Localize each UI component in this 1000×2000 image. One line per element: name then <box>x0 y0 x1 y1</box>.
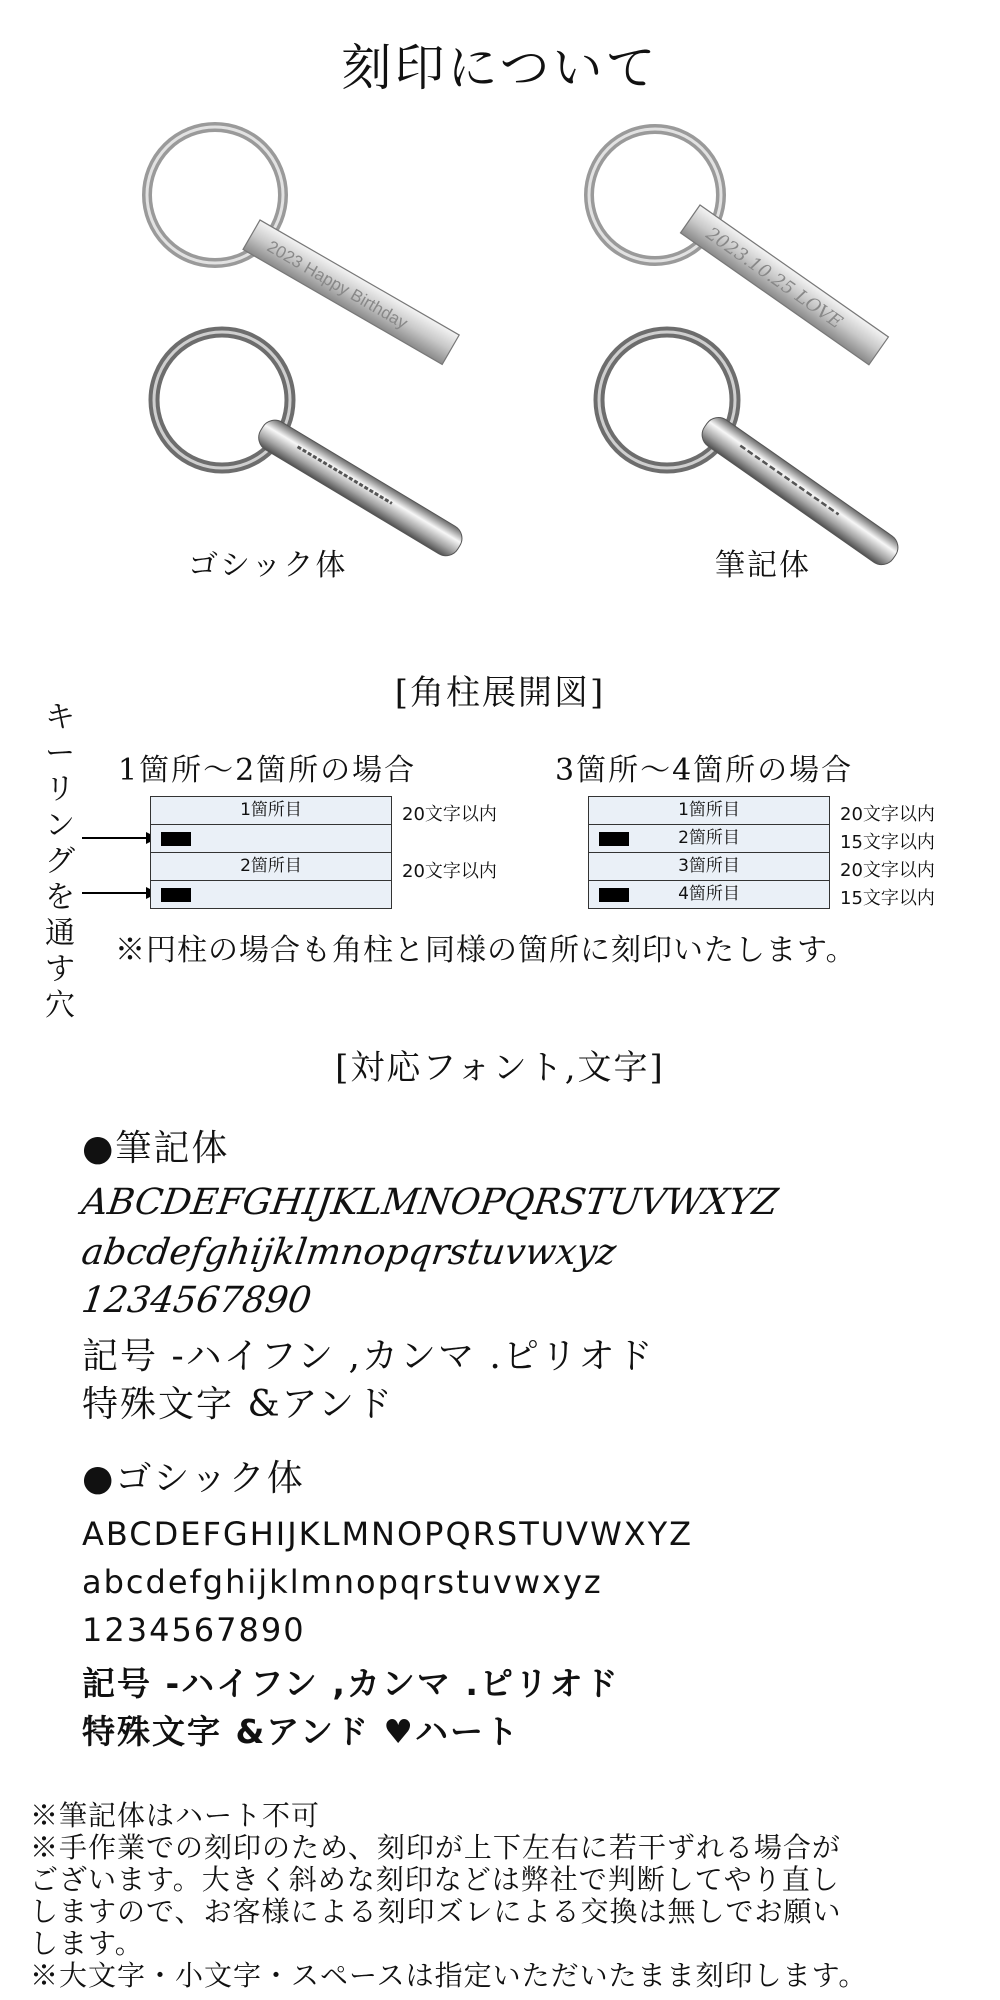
keyring-hole <box>599 832 629 846</box>
note-line: ※大文字・小文字・スペースは指定いただいたまま刻印します。 <box>30 1959 868 1992</box>
keyring-hole <box>161 832 191 846</box>
prism-right-heading: 3箇所〜4箇所の場合 <box>555 753 854 788</box>
gothic-section-label: ●ゴシック体 <box>82 1458 305 1499</box>
page-title: 刻印について <box>341 39 659 97</box>
char-limit: 20文字以内 <box>840 860 935 881</box>
script-lower: abcdefghijklmnopqrstuvwxyz <box>79 1232 619 1273</box>
prism-row: 1箇所目 <box>151 797 391 825</box>
script-section-label: ●筆記体 <box>82 1128 230 1169</box>
keyring-hole-label: キ ー リ ン グ を 通 す 穴 <box>45 700 75 1023</box>
note-line: します。 <box>30 1927 144 1960</box>
gothic-lower: abcdefghijklmnopqrstuvwxyz <box>82 1563 603 1601</box>
prism-left-diagram <box>150 796 392 909</box>
hole-arrows <box>80 826 160 906</box>
script-square-keychain <box>589 129 888 365</box>
gothic-square-keychain <box>147 127 459 364</box>
note-line: ございます。大きく斜めな刻印などは弊社で判断してやり直し <box>30 1863 840 1896</box>
supported-heading: [対応フォント,文字] <box>335 1048 665 1088</box>
note-line: ※手作業での刻印のため、刻印が上下左右に若干ずれる場合が <box>30 1831 841 1864</box>
keychain-illustrations <box>0 100 1000 600</box>
script-engraving: 2023.10.25 LOVE <box>701 223 847 334</box>
prism-row <box>151 881 391 908</box>
note-line: しますので、お客様による刻印ズレによる交換は無しでお願い <box>30 1895 842 1928</box>
prism-row: 3箇所目 <box>589 853 829 881</box>
prism-row: 2箇所目 <box>589 825 829 853</box>
prism-right-diagram <box>588 796 830 909</box>
script-symbols: 記号 -ハイフン ,カンマ .ピリオド <box>82 1336 655 1377</box>
prism-row: 2箇所目 <box>151 853 391 881</box>
script-digits: 1234567890 <box>79 1280 314 1321</box>
char-limit: 20文字以内 <box>840 804 935 825</box>
char-limit: 15文字以内 <box>840 888 935 909</box>
gothic-cylinder-keychain <box>154 332 467 561</box>
char-limit: 20文字以内 <box>402 861 497 882</box>
script-caption: 筆記体 <box>715 548 811 583</box>
prism-row: 4箇所目 <box>589 881 829 908</box>
char-limit: 15文字以内 <box>840 832 935 853</box>
prism-heading: [角柱展開図] <box>394 673 606 713</box>
script-cylinder-keychain <box>599 332 903 570</box>
gothic-special: 特殊文字 &アンド ♥ハート <box>82 1712 521 1751</box>
disclaimer-notes <box>30 1800 980 1992</box>
note-line: ※筆記体はハート不可 <box>30 1799 321 1832</box>
gothic-digits: 1234567890 <box>82 1611 306 1649</box>
gothic-engraving: 2023 Happy Birthday <box>263 236 411 333</box>
prism-row <box>151 825 391 853</box>
script-upper: ABCDEFGHIJKLMNOPQRSTUVWXYZ <box>79 1182 781 1223</box>
keyring-hole <box>161 888 191 902</box>
keyring-hole <box>599 888 629 902</box>
gothic-caption: ゴシック体 <box>188 548 348 583</box>
cylinder-note: ※円柱の場合も角柱と同様の箇所に刻印いたします。 <box>115 933 857 968</box>
char-limit: 20文字以内 <box>402 804 497 825</box>
script-special: 特殊文字 &アンド <box>82 1384 395 1425</box>
gothic-symbols: 記号 -ハイフン ,カンマ .ピリオド <box>82 1664 620 1703</box>
prism-left-heading: 1箇所〜2箇所の場合 <box>118 753 417 788</box>
prism-row: 1箇所目 <box>589 797 829 825</box>
gothic-upper: ABCDEFGHIJKLMNOPQRSTUVWXYZ <box>82 1515 694 1553</box>
